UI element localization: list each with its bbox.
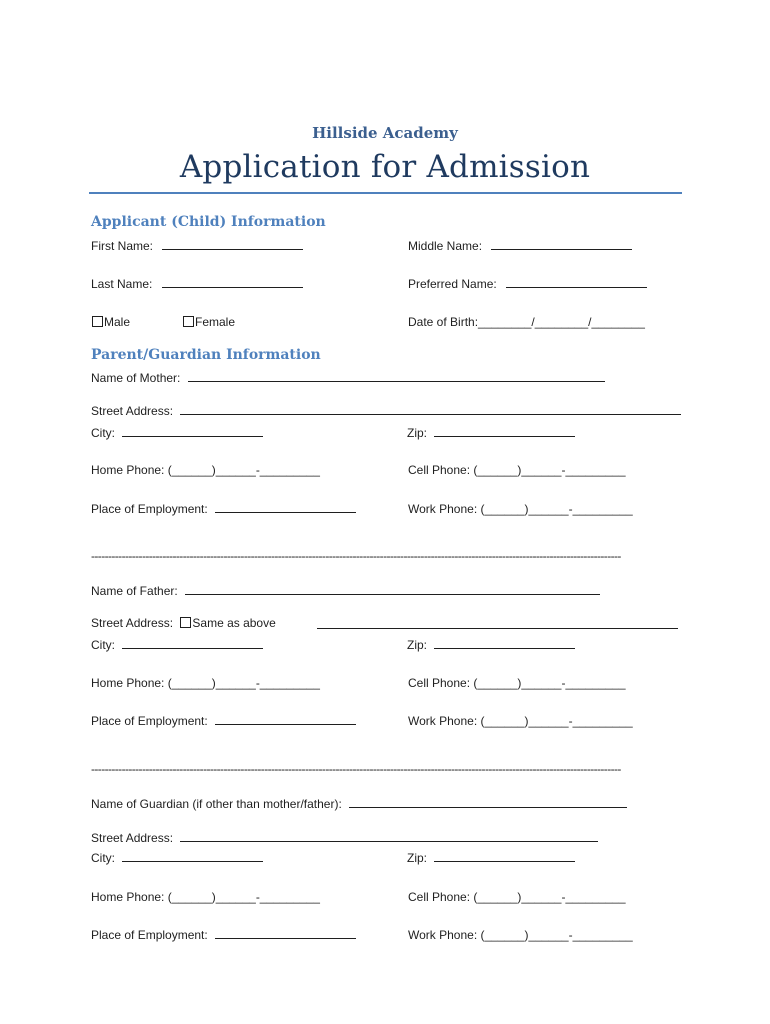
preferred-name-input[interactable] (506, 276, 647, 288)
father-name-label: Name of Father: (91, 584, 178, 598)
father-zip-input[interactable] (434, 637, 575, 649)
father-name-field (91, 583, 600, 599)
male-option[interactable] (92, 314, 130, 330)
guardian-name-field (91, 796, 627, 812)
female-option[interactable] (183, 314, 235, 330)
mother-cell-phone-input[interactable]: (______)______-_________ (473, 463, 626, 477)
middle-name-label: Middle Name: (408, 239, 483, 253)
mother-zip-input[interactable] (434, 425, 575, 437)
form-title: Application for Admission (179, 149, 591, 185)
father-work-phone-input[interactable]: (______)______-_________ (480, 714, 633, 728)
mother-zip-field (407, 425, 575, 441)
mother-street-input[interactable] (180, 403, 681, 415)
guardian-work-phone-input[interactable]: (______)______-_________ (480, 928, 633, 942)
father-work-phone-field (408, 713, 633, 729)
mother-city-input[interactable] (122, 425, 263, 437)
guardian-street-field (91, 830, 598, 846)
guardian-employment-input[interactable] (215, 927, 356, 939)
father-home-phone-field (91, 675, 320, 691)
father-cell-phone-field (408, 675, 626, 691)
mother-street-label: Street Address: (91, 404, 174, 418)
mother-cell-phone-field (408, 462, 626, 478)
mother-work-phone-field (408, 501, 633, 517)
father-city-field (91, 637, 263, 653)
father-cell-phone-label: Cell Phone: (408, 676, 471, 690)
middle-name-field (408, 238, 632, 254)
guardian-work-phone-label: Work Phone: (408, 928, 478, 942)
mother-home-phone-label: Home Phone: (91, 463, 165, 477)
father-street-field (91, 615, 276, 631)
school-name: Hillside Academy (312, 124, 458, 142)
mother-employment-field (91, 501, 356, 517)
guardian-cell-phone-input[interactable]: (______)______-_________ (473, 890, 626, 904)
middle-name-input[interactable] (491, 238, 632, 250)
mother-name-field (91, 370, 605, 386)
father-home-phone-label: Home Phone: (91, 676, 165, 690)
mother-zip-label: Zip: (407, 426, 428, 440)
last-name-label: Last Name: (91, 277, 153, 291)
guardian-home-phone-label: Home Phone: (91, 890, 165, 904)
section-divider: ------------------------------------------------------------------------------------------------------------------------------------------------------------ (91, 762, 621, 776)
father-name-input[interactable] (185, 583, 600, 595)
father-zip-label: Zip: (407, 638, 428, 652)
father-street-label: Street Address: (91, 616, 174, 630)
mother-name-input[interactable] (188, 370, 605, 382)
guardian-employment-label: Place of Employment: (91, 928, 208, 942)
father-zip-field (407, 637, 575, 653)
father-home-phone-input[interactable]: (______)______-_________ (167, 676, 320, 690)
guardian-city-label: City: (91, 851, 115, 865)
same-as-above-checkbox[interactable] (180, 617, 191, 628)
mother-home-phone-field (91, 462, 320, 478)
mother-city-label: City: (91, 426, 115, 440)
dob-label: Date of Birth: (408, 315, 479, 329)
guardian-zip-label: Zip: (407, 851, 428, 865)
father-city-input[interactable] (122, 637, 263, 649)
parent-section-heading: Parent/Guardian Information (91, 347, 321, 363)
guardian-zip-input[interactable] (434, 850, 575, 862)
mother-name-label: Name of Mother: (91, 371, 181, 385)
applicant-section-heading: Applicant (Child) Information (91, 214, 326, 230)
mother-employment-label: Place of Employment: (91, 502, 208, 516)
father-employment-label: Place of Employment: (91, 714, 208, 728)
guardian-name-input[interactable] (349, 796, 627, 808)
mother-employment-input[interactable] (215, 501, 356, 513)
mother-work-phone-input[interactable]: (______)______-_________ (480, 502, 633, 516)
guardian-employment-field (91, 927, 356, 943)
mother-city-field (91, 425, 263, 441)
mother-home-phone-input[interactable]: (______)______-_________ (167, 463, 320, 477)
last-name-field (91, 276, 303, 292)
first-name-input[interactable] (162, 238, 303, 250)
guardian-zip-field (407, 850, 575, 866)
guardian-cell-phone-label: Cell Phone: (408, 890, 471, 904)
section-divider: ------------------------------------------------------------------------------------------------------------------------------------------------------------ (91, 549, 621, 563)
dob-input[interactable]: ________/________/________ (478, 315, 645, 329)
mother-work-phone-label: Work Phone: (408, 502, 478, 516)
guardian-street-label: Street Address: (91, 831, 174, 845)
male-checkbox[interactable] (92, 316, 103, 327)
dob-field (408, 314, 645, 330)
guardian-city-field (91, 850, 263, 866)
guardian-cell-phone-field (408, 889, 626, 905)
father-employment-field (91, 713, 356, 729)
guardian-home-phone-input[interactable]: (______)______-_________ (167, 890, 320, 904)
title-rule (89, 192, 682, 194)
guardian-home-phone-field (91, 889, 320, 905)
female-checkbox[interactable] (183, 316, 194, 327)
male-label: Male (104, 315, 131, 329)
father-work-phone-label: Work Phone: (408, 714, 478, 728)
father-cell-phone-input[interactable]: (______)______-_________ (473, 676, 626, 690)
guardian-work-phone-field (408, 927, 633, 943)
guardian-street-input[interactable] (180, 830, 598, 842)
preferred-name-label: Preferred Name: (408, 277, 497, 291)
guardian-city-input[interactable] (122, 850, 263, 862)
same-as-above-label: Same as above (192, 616, 276, 630)
female-label: Female (195, 315, 236, 329)
same-as-above-option[interactable] (180, 616, 275, 630)
mother-cell-phone-label: Cell Phone: (408, 463, 471, 477)
last-name-input[interactable] (162, 276, 303, 288)
mother-street-field (91, 403, 681, 419)
preferred-name-field (408, 276, 647, 292)
father-street-input[interactable] (317, 628, 678, 629)
first-name-field (91, 238, 303, 254)
first-name-label: First Name: (91, 239, 154, 253)
guardian-name-label: Name of Guardian (if other than mother/father): (91, 797, 342, 811)
father-employment-input[interactable] (215, 713, 356, 725)
father-city-label: City: (91, 638, 115, 652)
